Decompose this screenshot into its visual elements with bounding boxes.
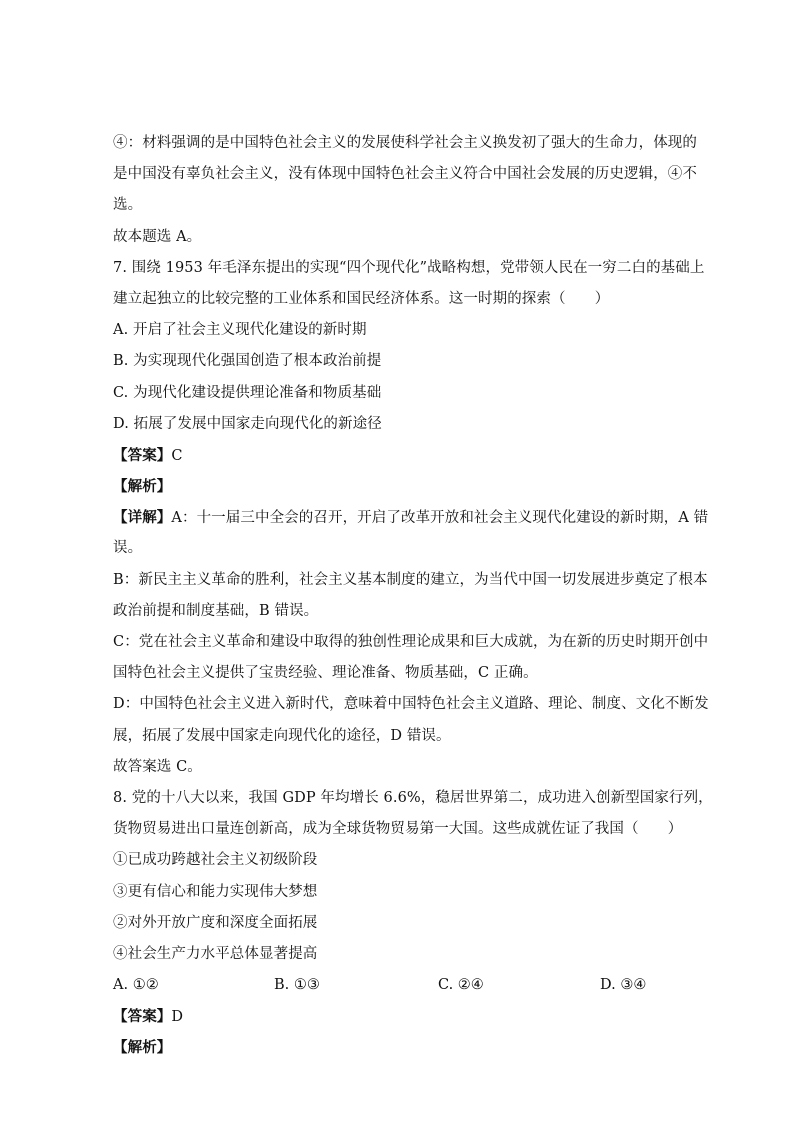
text-line: 故答案选 C。: [113, 758, 202, 775]
question-8-statement: ②对外开放广度和深度全面拓展: [113, 914, 318, 931]
text-line: 故本题选 A。: [113, 228, 202, 245]
text-line: B：新民主主义革命的胜利，社会主义基本制度的建立，为当代中国一切发展进步奠定了根本: [113, 571, 708, 588]
text-line: 政治前提和制度基础，B 错误。: [113, 602, 319, 619]
question-8-options: [113, 970, 681, 1001]
question-8-statement: ①已成功跨越社会主义初级阶段: [113, 852, 318, 869]
question-7-option-d: D. 拓展了发展中国家走向现代化的新途径: [113, 415, 382, 432]
text-line: 是中国没有辜负社会主义，没有体现中国特色社会主义符合中国社会发展的历史逻辑，④不: [113, 166, 697, 183]
question-8-option-a: A. ①②: [113, 977, 159, 994]
text-line: 国特色社会主义提供了宝贵经验、理论准备、物质基础，C 正确。: [113, 665, 538, 682]
question-8-option-b: B. ①③: [274, 977, 320, 994]
text-line: D：中国特色社会主义进入新时代，意味着中国特色社会主义道路、理论、制度、文化不断发: [113, 696, 709, 713]
question-7-analysis: [113, 471, 681, 502]
question-7-option-a: A. 开启了社会主义现代化建设的新时期: [113, 322, 367, 339]
text-line: 误。: [113, 540, 143, 557]
question-7-stem-cont: 建立起独立的比较完整的工业体系和国民经济体系。这一时期的探索（ ）: [113, 290, 610, 307]
question-8-analysis: [113, 1032, 681, 1063]
question-8-answer: [113, 1001, 681, 1032]
answer-value: C: [171, 447, 183, 464]
question-8-stem: 8. 党的十八大以来，我国 GDP 年均增长 6.6%，稳居世界第二，成功进入创新型国家行列，: [113, 789, 713, 806]
text-line: C：党在社会主义革命和建设中取得的独创性理论成果和巨大成就，为在新的历史时期开创中: [113, 634, 709, 650]
text-line: 展，拓展了发展中国家走向现代化的途径，D 错误。: [113, 727, 451, 744]
answer-tag: 【答案】: [113, 1008, 172, 1026]
question-7-option-c: C. 为现代化建设提供理论准备和物质基础: [113, 384, 382, 401]
question-7-stem: 7. 围绕 1953 年毛泽东提出的实现“四个现代化”战略构想，党带领人民在一穷二白的基础上: [113, 259, 705, 276]
question-8-statement: ③更有信心和能力实现伟大梦想: [113, 883, 318, 900]
text-line: 选。: [113, 197, 143, 214]
detail-text: A：十一届三中全会的召开，开启了改革开放和社会主义现代化建设的新时期，A 错: [171, 510, 709, 527]
question-7-option-b: B. 为实现现代化强国创造了根本政治前提: [113, 353, 382, 370]
analysis-tag: 【解析】: [113, 1039, 172, 1057]
answer-value: D: [171, 1009, 184, 1026]
question-7-answer: [113, 440, 681, 471]
question-7-detail: [113, 502, 709, 533]
analysis-tag: 【解析】: [113, 478, 172, 496]
detail-tag: 【详解】: [113, 509, 172, 527]
question-8-stem-cont: 货物贸易进出口量连创新高，成为全球货物贸易第一大国。这些成就佐证了我国（ ）: [113, 821, 683, 838]
question-8-option-c: C. ②④: [438, 977, 484, 994]
document-content: [113, 128, 713, 1064]
question-8-statement: ④社会生产力水平总体显著提高: [113, 945, 318, 962]
answer-tag: 【答案】: [113, 446, 172, 464]
text-line: ④：材料强调的是中国特色社会主义的发展使科学社会主义换发初了强大的生命力，体现的: [113, 135, 697, 151]
question-8-option-d: D. ③④: [600, 977, 647, 994]
